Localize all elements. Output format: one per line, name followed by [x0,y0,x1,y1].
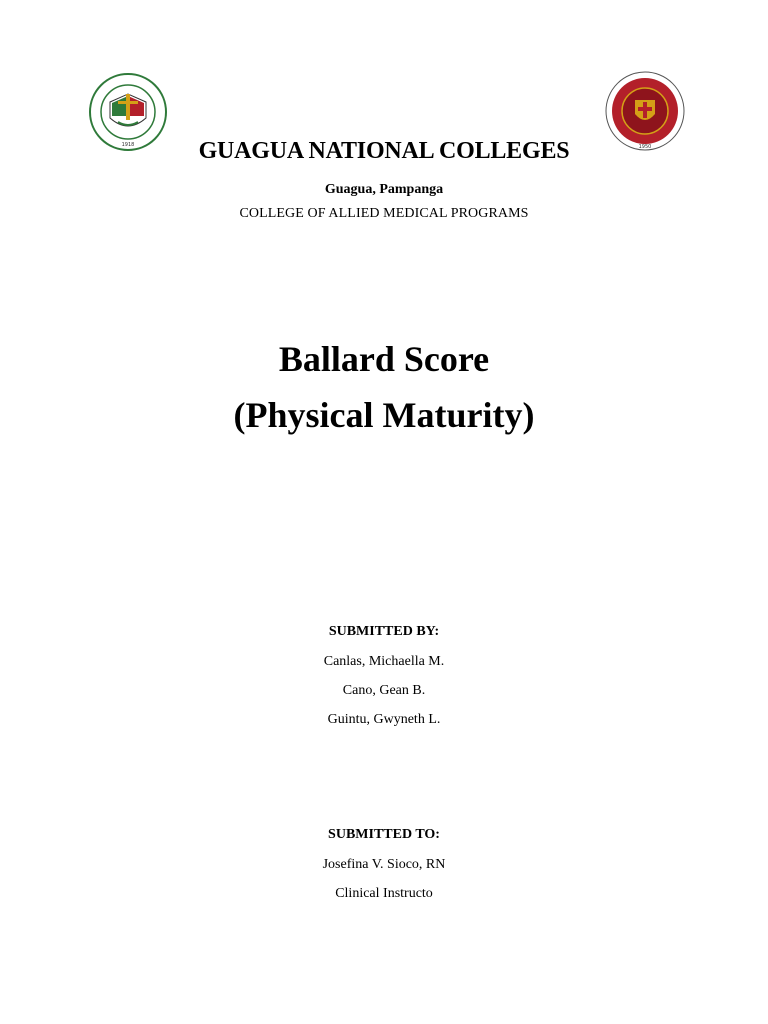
submitter-name: Guintu, Gwyneth L. [327,712,441,727]
instructor-name: Josefina V. Sioco, RN [322,857,446,872]
document-subtitle: (Physical Maturity) [233,395,535,435]
college-name: COLLEGE OF ALLIED MEDICAL PROGRAMS [239,206,529,221]
submitter-name: Canlas, Michaella M. [323,654,445,669]
document-title: Ballard Score [278,339,490,379]
instructor-role: Clinical Instructo [335,886,433,901]
submitted-by-label: SUBMITTED BY: [328,624,440,639]
school-name: GUAGUA NATIONAL COLLEGES [198,138,570,164]
submitter-name: Cano, Gean B. [342,683,426,698]
svg-text:1950: 1950 [638,144,652,150]
school-location: Guagua, Pampanga [324,182,444,197]
svg-text:1918: 1918 [121,142,135,148]
submitted-to-label: SUBMITTED TO: [328,827,440,842]
